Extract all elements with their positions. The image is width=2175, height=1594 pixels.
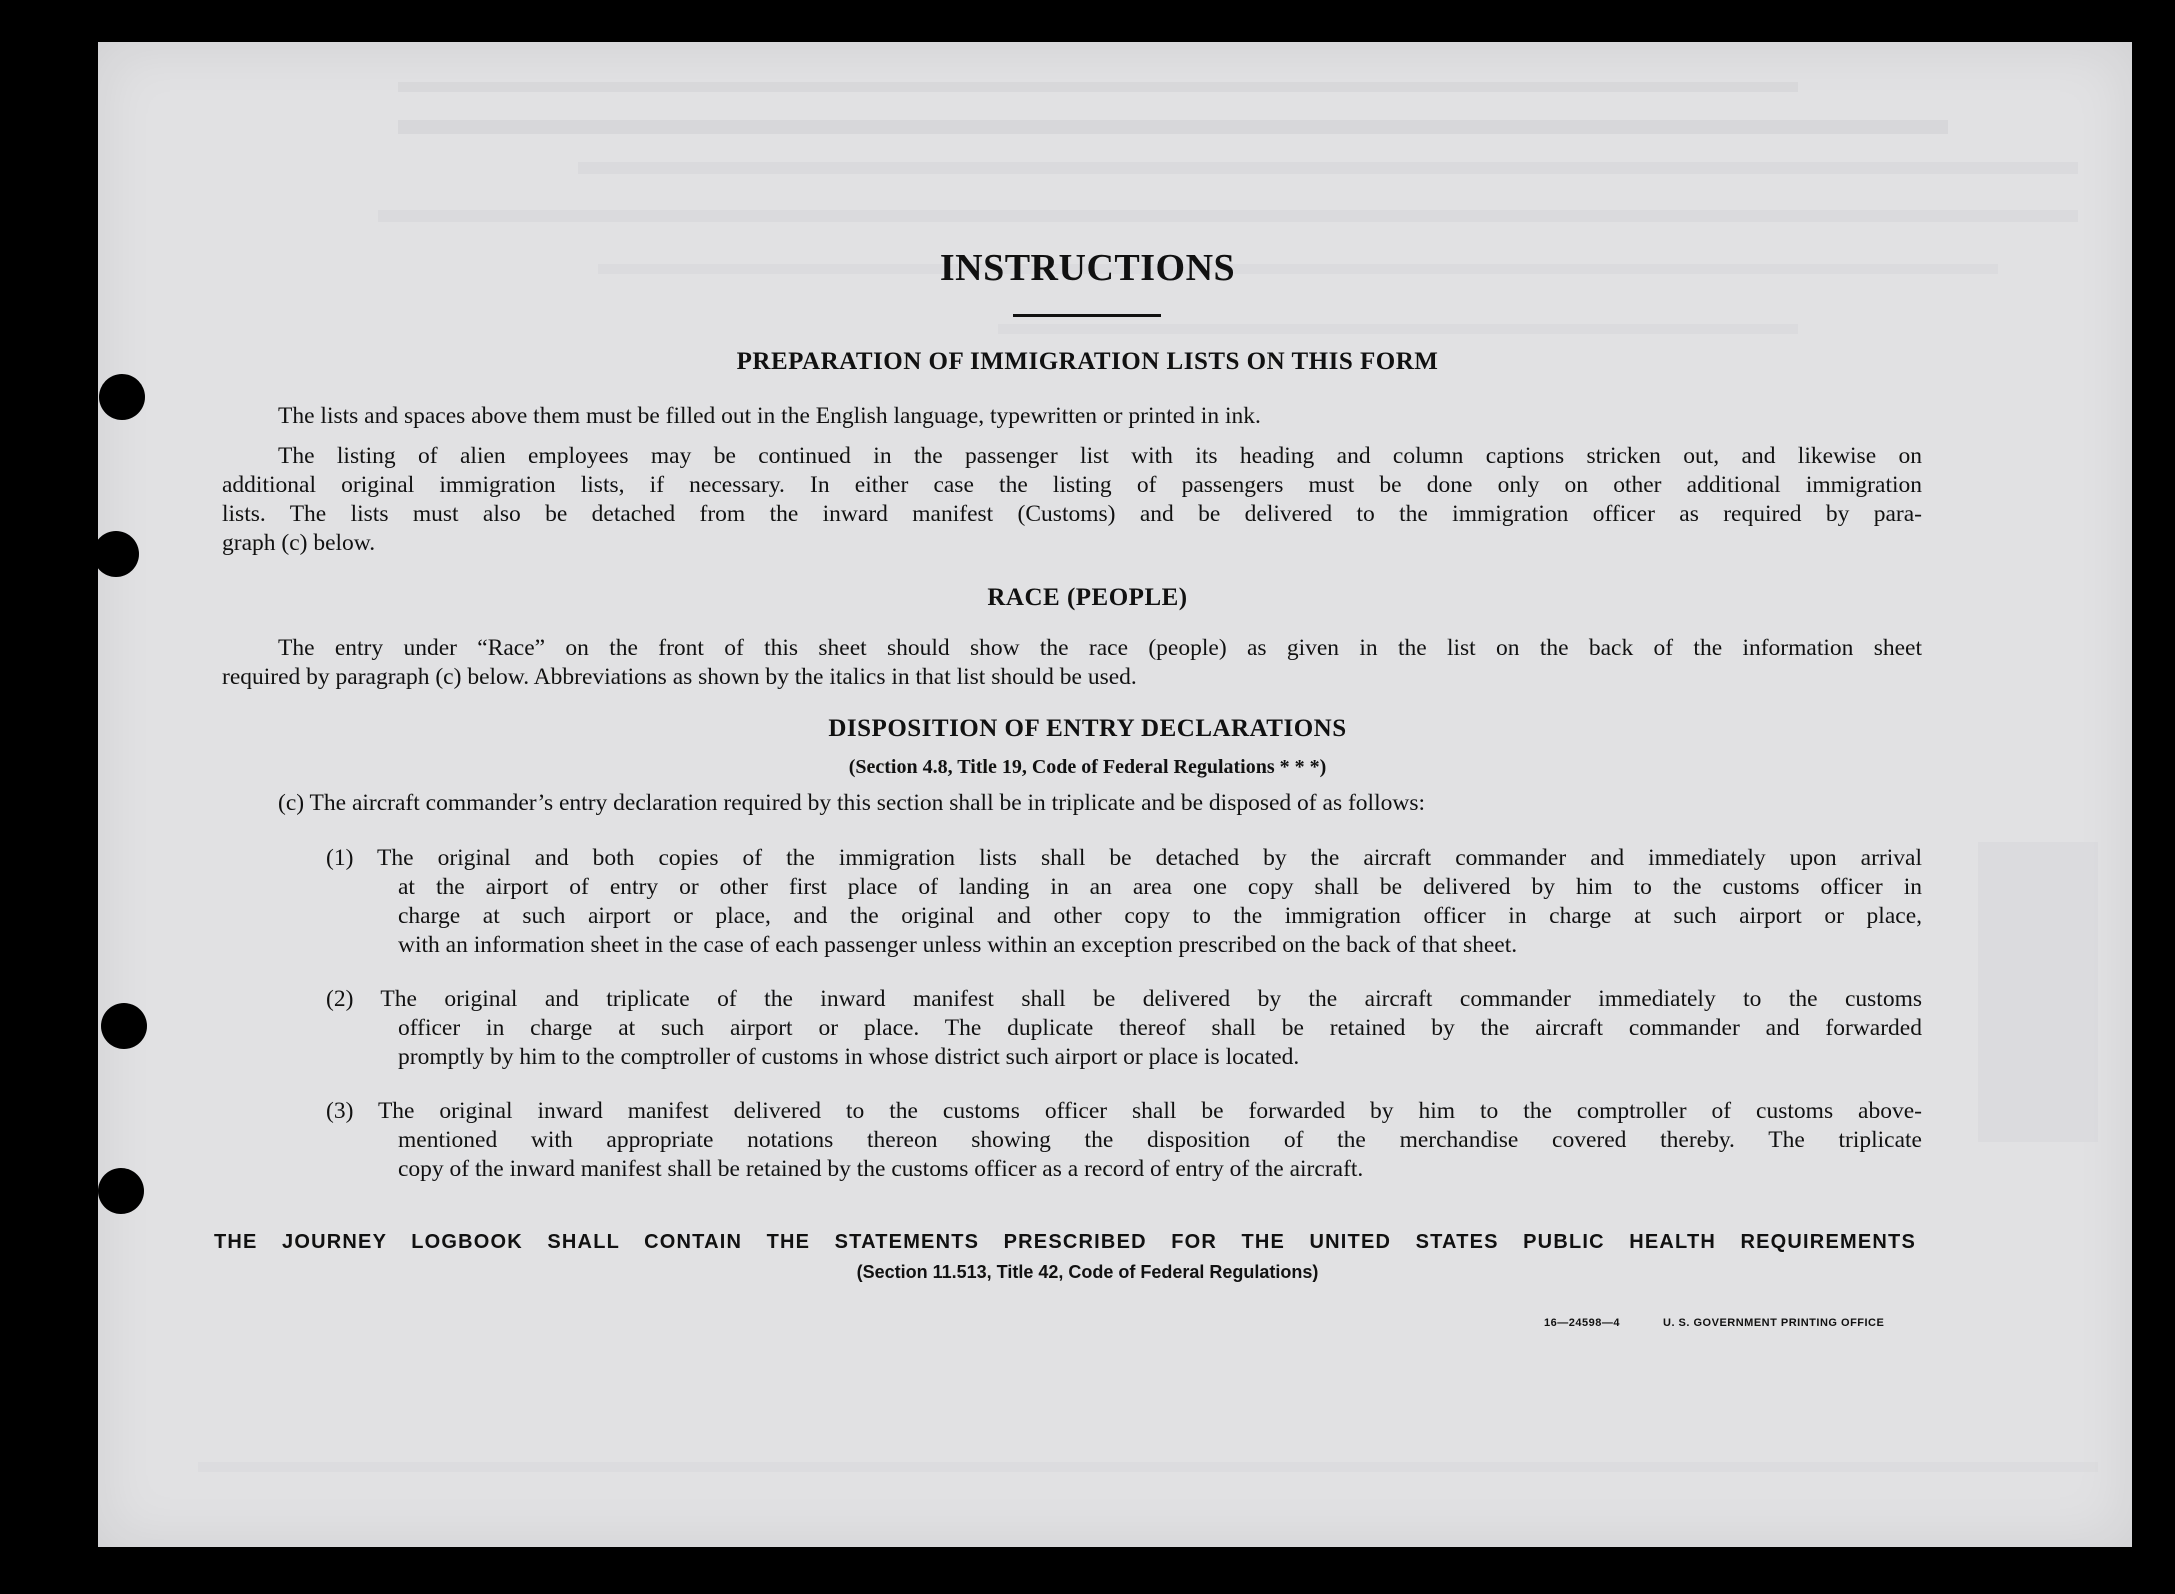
- text-line: required by paragraph (c) below. Abbreviations as shown by the italics in that list should be used.: [222, 664, 1137, 690]
- punch-hole: [93, 531, 139, 577]
- bleed-through-band: [578, 162, 2078, 174]
- race-heading: RACE (PEOPLE): [987, 584, 1188, 611]
- print-code: 16—24598—4: [1544, 1317, 1620, 1329]
- text-line: additional original immigration lists, if necessary. In either case the listing of passengers must be done only on other additional immigration: [222, 472, 1922, 498]
- text-line: officer in charge at such airport or place. The duplicate thereof shall be retained by the aircraft commander and forwarded: [398, 1015, 1922, 1041]
- text-line: charge at such airport or place, and the original and other copy to the immigration officer in charge at such airport or place,: [398, 903, 1922, 929]
- logbook-requirement-subheading: (Section 11.513, Title 42, Code of Federal Regulations): [856, 1262, 1319, 1282]
- disposition-item-2: [326, 985, 1922, 1072]
- text-line: The entry under “Race” on the front of this sheet should show the race (people) as given in the list on the back of the information sheet: [278, 635, 1922, 661]
- bleed-through-band: [1978, 842, 2098, 1142]
- text-line: lists. The lists must also be detached from the inward manifest (Customs) and be delivered to the immigration officer as required by para-: [222, 501, 1922, 527]
- text-line: (1) The original and both copies of the immigration lists shall be detached by the aircraft commander and immediately upon arrival: [326, 845, 1922, 871]
- bleed-through-band: [198, 1462, 2098, 1472]
- bleed-through-band: [398, 120, 1948, 134]
- text-line: mentioned with appropriate notations thereon showing the disposition of the merchandise covered thereby. The triplicate: [398, 1127, 1922, 1153]
- race-paragraph: [222, 634, 1922, 692]
- punch-hole: [101, 1003, 147, 1049]
- bleed-through-band: [398, 82, 1798, 92]
- preparation-heading: PREPARATION OF IMMIGRATION LISTS ON THIS FORM: [736, 348, 1439, 375]
- preparation-paragraph-2: [222, 442, 1922, 558]
- printer-imprint: U. S. GOVERNMENT PRINTING OFFICE: [1663, 1317, 1885, 1329]
- logbook-requirement-heading: THE JOURNEY LOGBOOK SHALL CONTAIN THE STATEMENTS PRESCRIBED FOR THE UNITED STATES PUBLIC HEALTH REQUIREMENTS: [214, 1231, 1916, 1253]
- text-line: at the airport of entry or other first place of landing in an area one copy shall be delivered by him to the customs officer in: [398, 874, 1922, 900]
- text-line: promptly by him to the comptroller of customs in whose district such airport or place is located.: [398, 1044, 1300, 1070]
- bleed-through-band: [378, 210, 2078, 222]
- text-line: with an information sheet in the case of each passenger unless within an exception prescribed on the back of that sheet.: [398, 932, 1518, 958]
- text-line: copy of the inward manifest shall be retained by the customs officer as a record of entry of the aircraft.: [398, 1156, 1364, 1182]
- title-underline: [1013, 314, 1161, 317]
- bleed-through-band: [998, 324, 1798, 334]
- text-line: (3) The original inward manifest delivered to the customs officer shall be forwarded by him to the comptroller of customs above-: [326, 1098, 1922, 1124]
- disposition-item-3: [326, 1097, 1922, 1184]
- text-line: graph (c) below.: [222, 530, 376, 556]
- punch-hole: [98, 1168, 144, 1214]
- text-line: The listing of alien employees may be continued in the passenger list with its heading and column captions stricken out, and likewise on: [278, 443, 1922, 469]
- page-title: INSTRUCTIONS: [939, 247, 1236, 289]
- punch-hole: [99, 374, 145, 420]
- text-line: (2) The original and triplicate of the inward manifest shall be delivered by the aircraft commander immediately to the customs: [326, 986, 1922, 1012]
- disposition-intro: (c) The aircraft commander’s entry declaration required by this section shall be in triplicate and be disposed of as follows:: [278, 790, 1425, 816]
- disposition-heading: DISPOSITION OF ENTRY DECLARATIONS: [828, 715, 1347, 742]
- disposition-subheading: (Section 4.8, Title 19, Code of Federal Regulations * * *): [848, 756, 1327, 778]
- preparation-paragraph-1: The lists and spaces above them must be filled out in the English language, typewritten or printed in ink.: [278, 403, 1261, 429]
- disposition-item-1: [326, 844, 1922, 960]
